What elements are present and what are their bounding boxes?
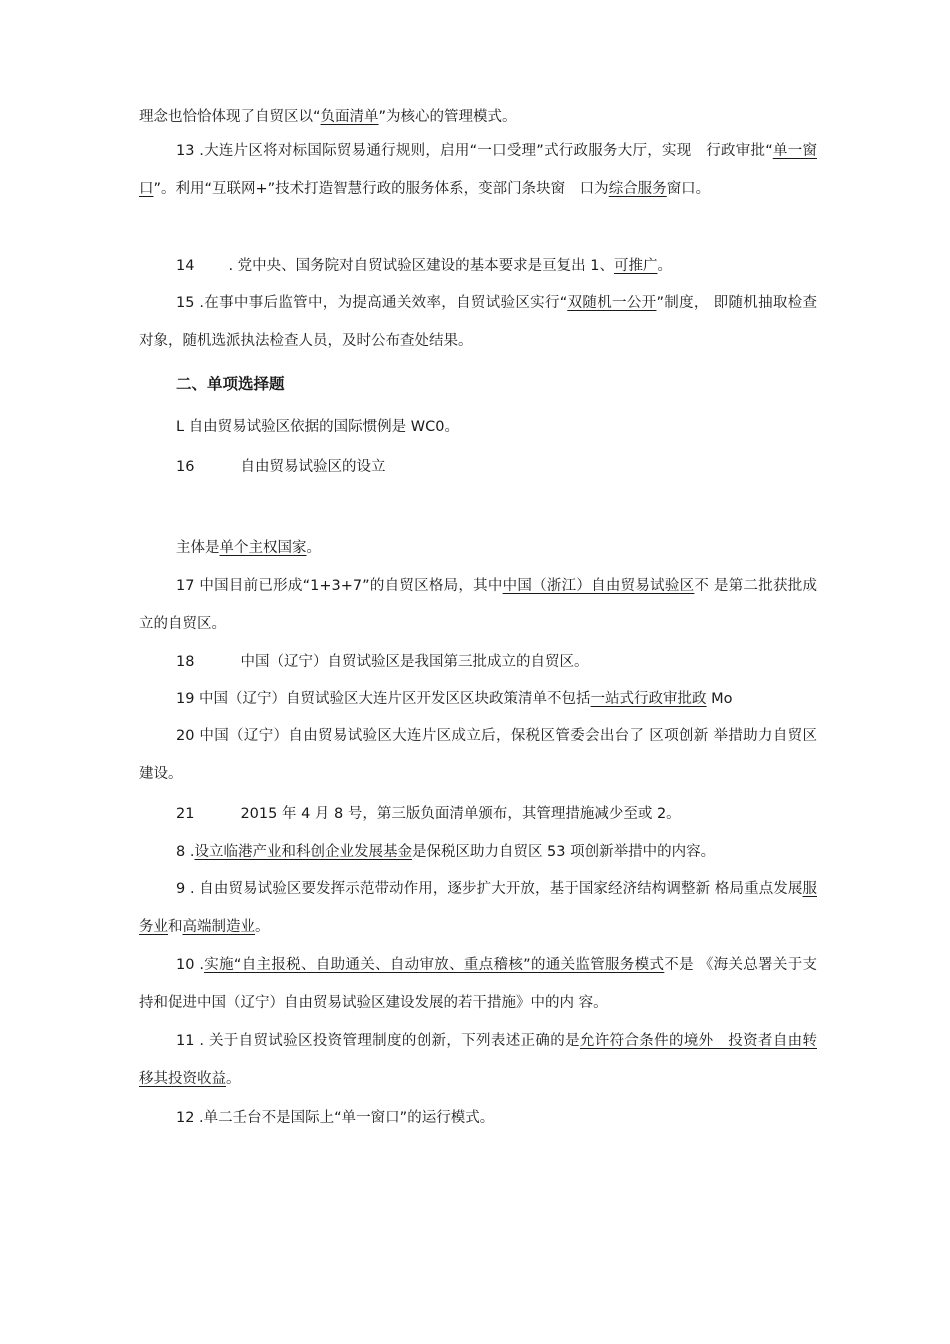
item-18: 18 中国（辽宁）自贸试验区是我国第三批成立的自贸区。 [176,654,589,670]
item-19: 19 中国（辽宁）自贸试验区大连片区开发区区块政策清单不包括一站式行政审批政 Mo [176,691,733,707]
item-10: 10 .实施“自主报税、自助通关、自动审放、重点稽核”的通关监管服务模式不是 《海关总署关于支持和促进中国（辽宁）自由贸易试验区建设发展的若干措施》中的内 容。 [139,957,818,1011]
item-13: 13 .大连片区将对标国际贸易通行规则，启用“一口受理”式行政服务大厅，实现 行政审批“单一窗口”。利用“互联网+”技术打造智慧行政的服务体系，变部门条块窗 口为综合服务窗口。 [139,143,817,197]
item-16: 16 自由贸易试验区的设立 [176,459,386,475]
item-16-continued: 主体是单个主权国家。 [176,540,321,556]
item-11: 11 . 关于自贸试验区投资管理制度的创新，下列表述正确的是允许符合条件的境外 投资者自由转移其投资收益。 [139,1033,817,1087]
section-heading: 二、单项选择题 [176,375,285,393]
item-21: 21 2015 年 4 月 8 号，第三版负面清单颁布，其管理措施减少至或 2。 [176,806,681,822]
item-12: 12 .单二壬台不是国际上“单一窗口”的运行模式。 [176,1110,495,1126]
item-15: 15 .在事中事后监管中，为提高通关效率，自贸试验区实行“双随机一公开”制度， 即随机抽取检查对象，随机选派执法检查人员，及时公布查处结果。 [139,295,818,349]
item-L: L 自由贸易试验区依据的国际惯例是 WC0。 [176,419,459,435]
item-9: 9 . 自由贸易试验区要发挥示范带动作用，逐步扩大开放，基于国家经济结构调整新 格局重点发展服务业和高端制造业。 [139,881,817,935]
intro-paragraph: 理念也恰恰体现了自贸区以“负面清单”为核心的管理模式。 [139,109,517,125]
item-8: 8 .设立临港产业和科创企业发展基金是保税区助力自贸区 53 项创新举措中的内容。 [176,844,716,860]
item-17: 17 中国目前已形成“1+3+7”的自贸区格局，其中中国（浙江）自由贸易试验区不 是第二批获批成立的自贸区。 [139,578,818,632]
item-20: 20 中国（辽宁）自由贸易试验区大连片区成立后，保税区管委会出台了 区项创新 举措助力自贸区建设。 [139,728,817,782]
item-14: 14 . 党中央、国务院对自贸试验区建设的基本要求是亘复出 1、可推广。 [176,258,673,274]
